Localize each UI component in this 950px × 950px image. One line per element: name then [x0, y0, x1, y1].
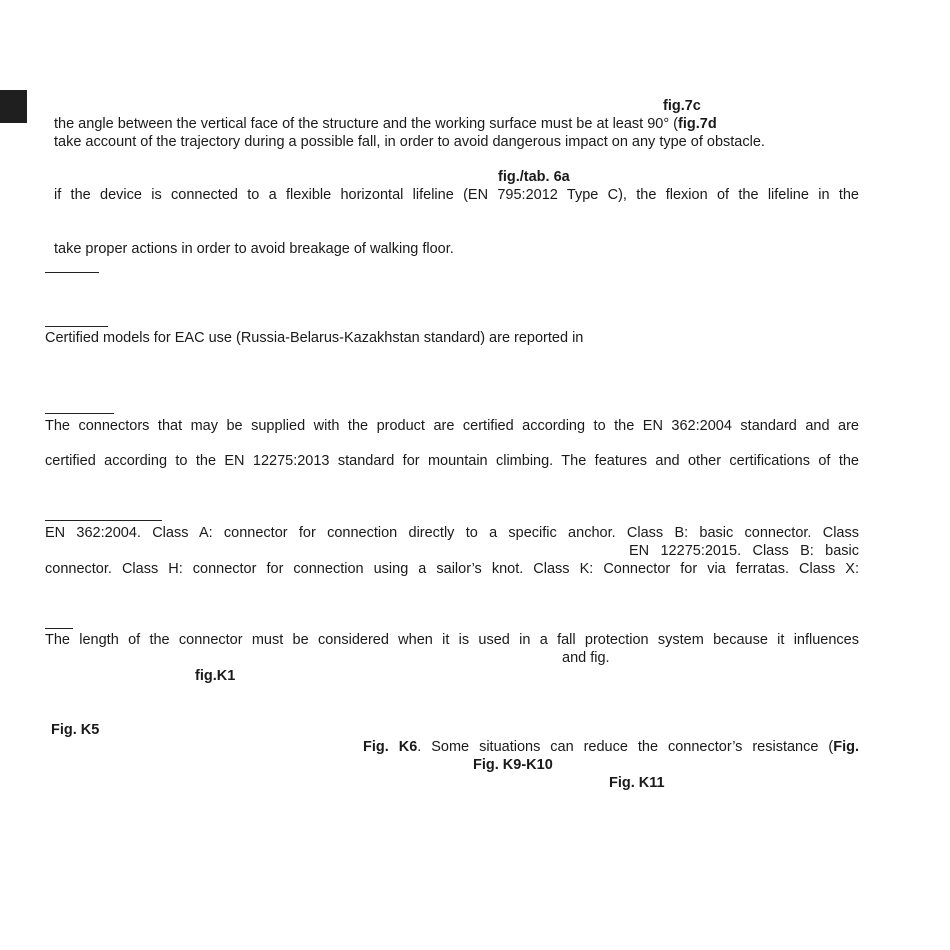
fig-k1-reference: fig.K1 — [195, 668, 236, 684]
length-line-2: and fig. — [562, 650, 610, 666]
lifeline-instruction: if the device is connected to a flexible horizontal lifeline (EN 795:2012 Type C), the flexion of the lifeline in the — [54, 187, 859, 203]
fig-k11-reference: Fig. K11 — [609, 775, 665, 791]
fig-k5-reference: Fig. K5 — [51, 722, 100, 738]
fig-k6-line — [363, 738, 859, 756]
angle-instruction-text: the angle between the vertical face of the structure and the working surface must be at least 90° ( — [54, 116, 679, 132]
connectors-line-1: The connectors that may be supplied with the product are certified according to the EN 362:2004 standard and are — [45, 418, 859, 434]
heading-underline — [45, 272, 99, 273]
fig-k6-text: . Some situations can reduce the connector’s resistance ( — [417, 739, 834, 755]
fig-open-reference: Fig. — [833, 739, 859, 755]
classes-line-3: connector. Class H: connector for connection using a sailor’s knot. Class K: Connector for via ferratas. Class X: — [45, 561, 859, 577]
classes-line-1: EN 362:2004. Class A: connector for connection directly to a specific anchor. Class B: basic connector. Class — [45, 525, 859, 541]
fig-7d-reference: fig.7d — [678, 116, 717, 132]
classes-line-2: EN 12275:2015. Class B: basic — [629, 543, 859, 559]
walking-floor-instruction: take proper actions in order to avoid breakage of walking floor. — [54, 241, 454, 257]
fig-7c-reference: fig.7c — [663, 98, 701, 114]
section-tab-marker — [0, 90, 27, 123]
eac-certified-text: Certified models for EAC use (Russia-Belarus-Kazakhstan standard) are reported in — [45, 330, 584, 346]
length-line-1: The length of the connector must be considered when it is used in a fall protection system because it influences — [45, 632, 859, 648]
heading-underline — [45, 413, 114, 414]
heading-underline — [45, 628, 73, 629]
fig-k6-reference: Fig. K6 — [363, 739, 418, 755]
connectors-line-2: certified according to the EN 12275:2013 standard for mountain climbing. The features and other certifications of the — [45, 453, 859, 469]
heading-underline — [45, 326, 108, 327]
angle-instruction — [54, 115, 717, 133]
heading-underline — [45, 520, 162, 521]
trajectory-instruction: take account of the trajectory during a possible fall, in order to avoid dangerous impact on any type of obstacle. — [54, 134, 765, 150]
fig-k9-k10-reference: Fig. K9-K10 — [473, 757, 553, 773]
fig-tab-6a-reference: fig./tab. 6a — [498, 169, 570, 185]
